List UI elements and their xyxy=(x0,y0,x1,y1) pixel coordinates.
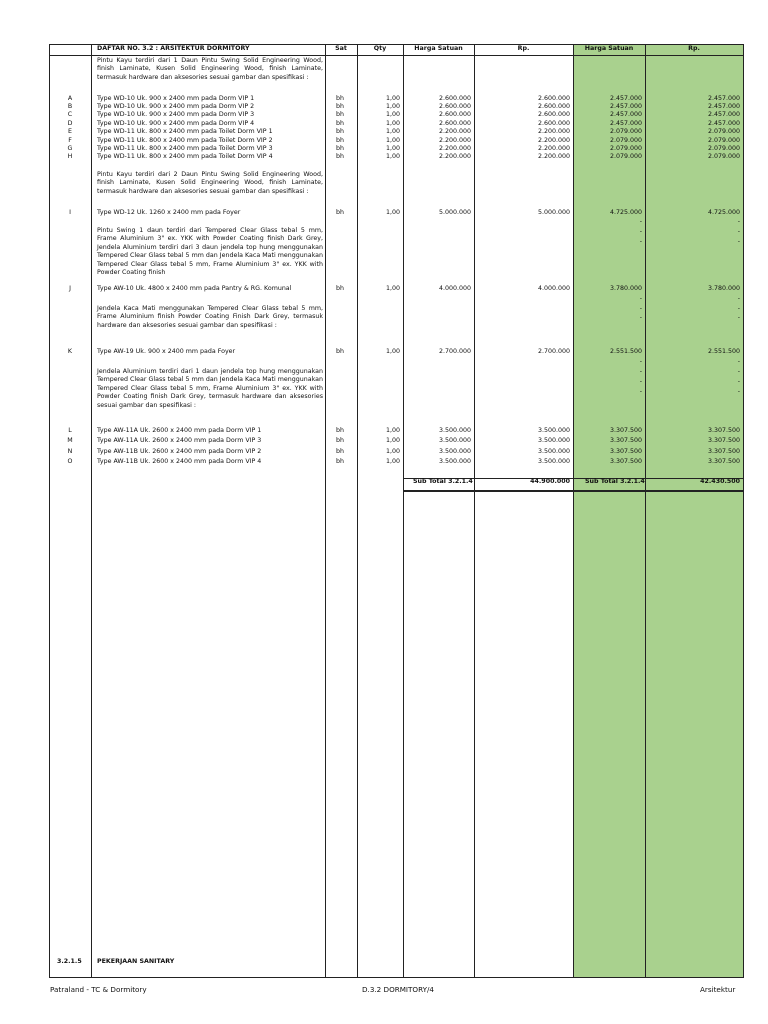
table-row xyxy=(0,448,768,456)
table-title: DAFTAR NO. 3.2 : ARSITEKTUR DORMITORY xyxy=(97,45,250,52)
grid-line xyxy=(474,44,475,978)
item-qty: 1,00 xyxy=(385,95,400,102)
item-amount-2: 2.079.000 xyxy=(707,128,740,135)
empty-dash: - xyxy=(639,388,642,395)
item-code: L xyxy=(68,427,72,434)
item-price: 2.200.000 xyxy=(438,153,471,160)
item-qty: 1,00 xyxy=(385,145,400,152)
item-unit: bh xyxy=(336,103,344,110)
empty-dash: - xyxy=(639,314,642,321)
item-price: 2.200.000 xyxy=(438,128,471,135)
item-amount: 2.700.000 xyxy=(537,348,570,355)
item-qty: 1,00 xyxy=(385,427,400,434)
col-header-qty: Qty xyxy=(373,45,387,52)
item-qty: 1,00 xyxy=(385,111,400,118)
empty-dash: - xyxy=(639,238,642,245)
item-code: D xyxy=(67,120,73,127)
item-description: Type WD-11 Uk. 800 x 2400 mm pada Toilet Dorm VIP 2 xyxy=(97,137,273,144)
empty-dash: - xyxy=(639,368,642,375)
subtotal-amount-2: 42.430.500 xyxy=(700,478,740,485)
grid-line xyxy=(573,44,574,978)
item-description: Type AW-11A Uk. 2600 x 2400 mm pada Dorm VIP 1 xyxy=(97,427,262,434)
grid-line xyxy=(49,44,50,978)
item-amount: 2.200.000 xyxy=(537,137,570,144)
empty-dash: - xyxy=(639,358,642,365)
table-row xyxy=(0,103,768,111)
table-row xyxy=(0,153,768,161)
item-amount-2: 2.079.000 xyxy=(707,137,740,144)
item-amount-2: 2.457.000 xyxy=(707,103,740,110)
item-amount-2: 3.307.500 xyxy=(707,448,740,455)
table-row xyxy=(0,437,768,445)
grid-line xyxy=(403,44,404,978)
item-description: Type WD-10 Uk. 900 x 2400 mm pada Dorm VIP 2 xyxy=(97,103,255,110)
item-price: 2.600.000 xyxy=(438,120,471,127)
header-bottom-rule xyxy=(49,55,743,56)
item-amount: 2.600.000 xyxy=(537,120,570,127)
item-code: J xyxy=(69,285,71,292)
item-description: Type WD-11 Uk. 800 x 2400 mm pada Toilet Dorm VIP 1 xyxy=(97,128,273,135)
subtotal-label: Sub Total 3.2.1.4 xyxy=(413,478,473,485)
item-qty: 1,00 xyxy=(385,458,400,465)
item-price-2: 2.551.500 xyxy=(609,348,642,355)
grid-line xyxy=(743,44,744,978)
table-row xyxy=(0,111,768,119)
item-description: Type AW-11B Uk. 2600 x 2400 mm pada Dorm VIP 2 xyxy=(97,448,262,455)
item-price-2: 2.457.000 xyxy=(609,95,642,102)
item-price-2: 2.457.000 xyxy=(609,111,642,118)
item-qty: 1,00 xyxy=(385,120,400,127)
item-code: C xyxy=(67,111,73,118)
item-unit: bh xyxy=(336,153,344,160)
item-qty: 1,00 xyxy=(385,128,400,135)
empty-dash: - xyxy=(737,228,740,235)
group-description: Pintu Swing 1 daun terdiri dari Tempered Clear Glass tebal 5 mm, Frame Aluminium 3" ex. YKK with Powder Coating finish Dark Grey, Jendela Aluminium terdiri dari 3 daun jendela top hung menggunakan Tempered Clear Glass tebal 5 mm dan Jendela Kaca Mati menggunakan Tempered Clear Glass tebal 5 mm, Frame Aluminium 3" ex. YKK with Powder Coating finish xyxy=(97,227,323,277)
table-row xyxy=(0,137,768,145)
empty-dash: - xyxy=(639,228,642,235)
item-qty: 1,00 xyxy=(385,153,400,160)
item-price-2: 4.725.000 xyxy=(609,209,642,216)
item-description: Type AW-11B Uk. 2600 x 2400 mm pada Dorm VIP 4 xyxy=(97,458,262,465)
item-code: N xyxy=(67,448,73,455)
item-amount-2: 3.307.500 xyxy=(707,458,740,465)
item-price: 3.500.000 xyxy=(438,458,471,465)
empty-dash: - xyxy=(737,378,740,385)
empty-dash: - xyxy=(737,295,740,302)
empty-dash: - xyxy=(737,305,740,312)
item-amount-2: 3.307.500 xyxy=(707,427,740,434)
item-description: Type WD-11 Uk. 800 x 2400 mm pada Toilet Dorm VIP 4 xyxy=(97,153,273,160)
table-row xyxy=(0,209,768,217)
table-row xyxy=(0,95,768,103)
item-price: 3.500.000 xyxy=(438,427,471,434)
group-description: Jendela Aluminium terdiri dari 1 daun jendela top hung menggunakan Tempered Clear Glass tebal 5 mm dan Jendela Kaca Mati menggunakan Tempered Clear Glass tebal 5 mm, Frame Aluminium 3" ex. YKK with Powder Coating finish Dark Grey, termasuk hardware dan aksesories sesuai gambar dan spesifikasi : xyxy=(97,368,323,409)
empty-dash: - xyxy=(639,295,642,302)
item-price-2: 2.457.000 xyxy=(609,120,642,127)
empty-dash: - xyxy=(639,305,642,312)
item-price: 2.600.000 xyxy=(438,103,471,110)
item-qty: 1,00 xyxy=(385,137,400,144)
item-amount: 5.000.000 xyxy=(537,209,570,216)
item-amount-2: 2.079.000 xyxy=(707,153,740,160)
item-code: B xyxy=(67,103,73,110)
item-unit: bh xyxy=(336,427,344,434)
item-price: 3.500.000 xyxy=(438,448,471,455)
item-code: A xyxy=(67,95,73,102)
table-row xyxy=(0,145,768,153)
item-price-2: 3.307.500 xyxy=(609,427,642,434)
item-description: Type WD-12 Uk. 1260 x 2400 mm pada Foyer xyxy=(97,209,241,216)
item-amount-2: 2.079.000 xyxy=(707,145,740,152)
item-unit: bh xyxy=(336,209,344,216)
item-code: O xyxy=(67,458,73,465)
item-price-2: 3.307.500 xyxy=(609,448,642,455)
empty-dash: - xyxy=(639,218,642,225)
item-amount-2: 2.551.500 xyxy=(707,348,740,355)
grid-line xyxy=(645,44,646,978)
group-description: Jendela Kaca Mati menggunakan Tempered Clear Glass tebal 5 mm, Frame Aluminium finish Powder Coating Finish Dark Grey, termasuk hardware dan aksesories sesuai gambar dan spesifikasi : xyxy=(97,305,323,329)
table-row xyxy=(0,348,768,356)
subtotal-label-2: Sub Total 3.2.1.4 xyxy=(585,478,645,485)
item-price-2: 3.780.000 xyxy=(609,285,642,292)
item-price: 2.700.000 xyxy=(438,348,471,355)
item-description: Type AW-11A Uk. 2600 x 2400 mm pada Dorm VIP 3 xyxy=(97,437,262,444)
empty-dash: - xyxy=(737,314,740,321)
item-amount-2: 2.457.000 xyxy=(707,95,740,102)
item-amount: 4.000.000 xyxy=(537,285,570,292)
item-amount: 3.500.000 xyxy=(537,427,570,434)
item-code: H xyxy=(67,153,73,160)
item-amount: 3.500.000 xyxy=(537,458,570,465)
item-unit: bh xyxy=(336,285,344,292)
group-description: Pintu Kayu terdiri dari 2 Daun Pintu Swing Solid Engineering Wood, finish Laminate, Kusen Solid Engineering Wood, finish Laminate, termasuk hardware dan aksesories sesuai gambar dan spesifikasi : xyxy=(97,171,323,195)
item-price-2: 2.079.000 xyxy=(609,128,642,135)
item-amount-2: 2.457.000 xyxy=(707,111,740,118)
item-unit: bh xyxy=(336,95,344,102)
item-description: Type WD-10 Uk. 900 x 2400 mm pada Dorm VIP 4 xyxy=(97,120,255,127)
item-amount: 2.600.000 xyxy=(537,103,570,110)
table-row xyxy=(0,120,768,128)
item-amount: 2.200.000 xyxy=(537,153,570,160)
item-amount-2: 4.725.000 xyxy=(707,209,740,216)
grid-line xyxy=(325,44,326,978)
grid-line xyxy=(91,44,92,978)
item-unit: bh xyxy=(336,120,344,127)
item-code: F xyxy=(68,137,72,144)
item-price-2: 2.079.000 xyxy=(609,137,642,144)
empty-dash: - xyxy=(737,238,740,245)
item-price-2: 2.079.000 xyxy=(609,153,642,160)
item-description: Type WD-10 Uk. 900 x 2400 mm pada Dorm VIP 3 xyxy=(97,111,255,118)
item-qty: 1,00 xyxy=(385,437,400,444)
item-price: 2.600.000 xyxy=(438,95,471,102)
empty-dash: - xyxy=(737,368,740,375)
item-unit: bh xyxy=(336,348,344,355)
item-price: 4.000.000 xyxy=(438,285,471,292)
item-price: 5.000.000 xyxy=(438,209,471,216)
table-bottom-rule xyxy=(49,977,743,978)
item-amount-2: 3.780.000 xyxy=(707,285,740,292)
item-amount: 2.600.000 xyxy=(537,111,570,118)
item-price-2: 2.079.000 xyxy=(609,145,642,152)
item-price: 2.200.000 xyxy=(438,137,471,144)
item-code: G xyxy=(67,145,73,152)
col-header-sat: Sat xyxy=(335,45,347,52)
empty-dash: - xyxy=(737,358,740,365)
item-qty: 1,00 xyxy=(385,209,400,216)
item-unit: bh xyxy=(336,448,344,455)
col-header-rp: Rp. xyxy=(517,45,530,52)
item-unit: bh xyxy=(336,137,344,144)
item-amount: 3.500.000 xyxy=(537,448,570,455)
subtotal-double-rule-green xyxy=(573,490,743,492)
item-price-2: 2.457.000 xyxy=(609,103,642,110)
item-amount: 3.500.000 xyxy=(537,437,570,444)
item-unit: bh xyxy=(336,458,344,465)
item-unit: bh xyxy=(336,437,344,444)
item-price: 2.200.000 xyxy=(438,145,471,152)
item-code: M xyxy=(67,437,73,444)
item-amount-2: 2.457.000 xyxy=(707,120,740,127)
footer-discipline: Arsitektur xyxy=(700,985,736,994)
item-unit: bh xyxy=(336,145,344,152)
item-description: Type WD-10 Uk. 900 x 2400 mm pada Dorm VIP 1 xyxy=(97,95,255,102)
item-unit: bh xyxy=(336,128,344,135)
item-amount: 2.600.000 xyxy=(537,95,570,102)
item-code: I xyxy=(69,209,71,216)
item-price-2: 3.307.500 xyxy=(609,458,642,465)
subtotal-amount: 44.900.000 xyxy=(530,478,570,485)
item-description: Type WD-11 Uk. 800 x 2400 mm pada Toilet Dorm VIP 3 xyxy=(97,145,273,152)
empty-dash: - xyxy=(639,378,642,385)
item-amount-2: 3.307.500 xyxy=(707,437,740,444)
item-description: Type AW-19 Uk. 900 x 2400 mm pada Foyer xyxy=(97,348,236,355)
col-header-harga-satuan-2: Harga Satuan xyxy=(584,45,634,52)
section-number: 3.2.1.5 xyxy=(57,958,82,965)
grid-line xyxy=(357,44,358,978)
col-header-rp-2: Rp. xyxy=(688,45,700,52)
item-description: Type AW-10 Uk. 4800 x 2400 mm pada Pantry & RG. Komunal xyxy=(97,285,292,292)
item-price: 3.500.000 xyxy=(438,437,471,444)
empty-dash: - xyxy=(737,388,740,395)
item-code: K xyxy=(67,348,73,355)
item-amount: 2.200.000 xyxy=(537,128,570,135)
group-description: Pintu Kayu terdiri dari 1 Daun Pintu Swing Solid Engineering Wood, finish Laminate, Kusen Solid Engineering Wood, finish Laminate, termasuk hardware dan aksesories sesuai gambar dan spesifikasi : xyxy=(97,57,323,81)
footer-page-ref: D.3.2 DORMITORY/4 xyxy=(362,985,435,994)
item-code: E xyxy=(68,128,72,135)
item-amount: 2.200.000 xyxy=(537,145,570,152)
col-header-harga-satuan: Harga Satuan xyxy=(414,45,463,52)
item-price-2: 3.307.500 xyxy=(609,437,642,444)
empty-dash: - xyxy=(737,218,740,225)
section-title: PEKERJAAN SANITARY xyxy=(97,958,175,965)
item-qty: 1,00 xyxy=(385,448,400,455)
footer-project: Patraland - TC & Dormitory xyxy=(50,985,147,994)
table-row xyxy=(0,128,768,136)
table-row xyxy=(0,458,768,466)
item-price: 2.600.000 xyxy=(438,111,471,118)
item-qty: 1,00 xyxy=(385,285,400,292)
item-unit: bh xyxy=(336,111,344,118)
item-qty: 1,00 xyxy=(385,348,400,355)
table-row xyxy=(0,285,768,293)
green-price-columns xyxy=(573,44,743,978)
table-row xyxy=(0,427,768,435)
subtotal-double-rule xyxy=(403,490,573,492)
item-qty: 1,00 xyxy=(385,103,400,110)
